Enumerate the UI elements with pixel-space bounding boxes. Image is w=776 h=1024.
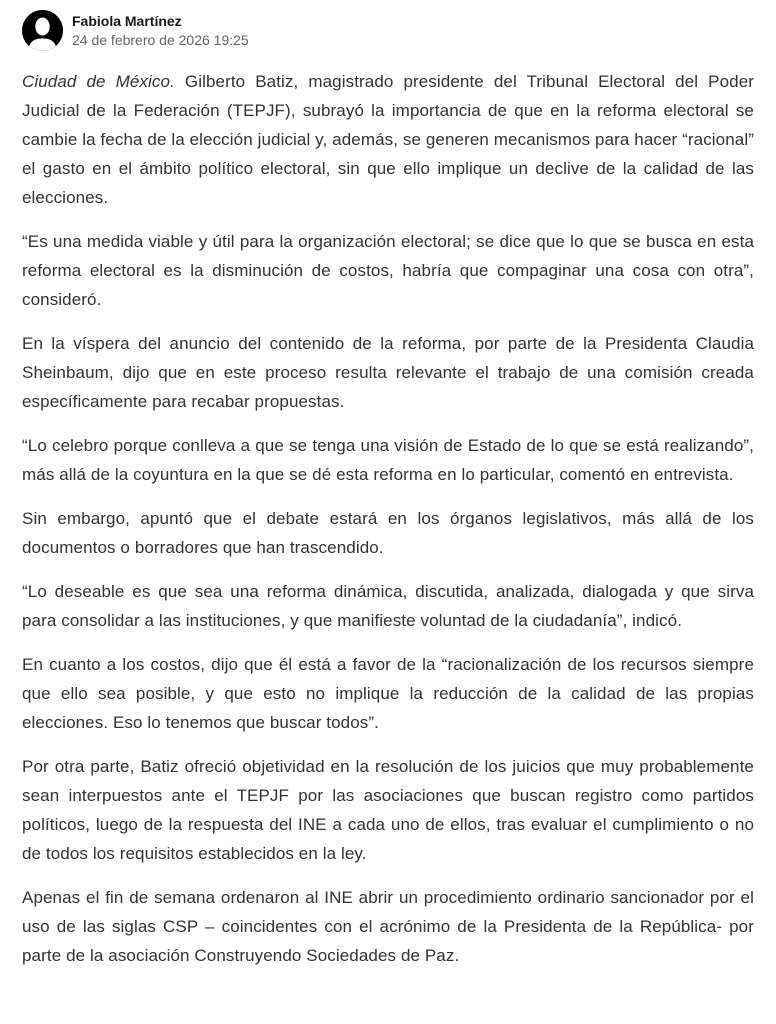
article-paragraph: “Es una medida viable y útil para la organización electoral; se dice que lo que se busca en esta reforma electoral es la disminución de costos, habría que compaginar una cosa con otra”, consideró. <box>22 232 754 309</box>
article-paragraph: En la víspera del anuncio del contenido de la reforma, por parte de la Presidenta Claudia Sheinbaum, dijo que en este proceso resulta relevante el trabajo de una comisión creada específicamente para recabar propuestas. <box>22 334 754 411</box>
paragraph-text: Gilberto Batiz, magistrado presidente del Tribunal Electoral del Poder Judicial de la Federación (TEPJF), subrayó la importancia de que en la reforma electoral se cambie la fecha de la elección judicial y, además, se generen mecanismos para hacer “racional” el gasto en el ámbito político electoral, sin que ello implique un declive de la calidad de las elecciones. <box>22 72 755 207</box>
article-paragraph: “Lo deseable es que sea una reforma dinámica, discutida, analizada, dialogada y que sirva para consolidar a las instituciones, y que manifieste voluntad de la ciudadanía”, indicó. <box>22 582 754 630</box>
publish-date: 24 de febrero de 2026 19:25 <box>72 32 249 48</box>
article-paragraph: Apenas el fin de semana ordenaron al INE abrir un procedimiento ordinario sancionador por el uso de las siglas CSP – coincidentes con el acrónimo de la Presidenta de la República- por parte de la asociación Construyendo Sociedades de Paz. <box>22 888 754 965</box>
person-icon <box>22 10 63 51</box>
byline <box>22 10 754 51</box>
article-body <box>22 67 754 970</box>
byline-text <box>72 12 249 49</box>
article-paragraph: En cuanto a los costos, dijo que él está a favor de la “racionalización de los recursos siempre que ello sea posible, y que esto no implique la reducción de la calidad de las propias elecciones. Eso lo tenemos que buscar todos”. <box>22 655 754 732</box>
article-paragraph: Sin embargo, apuntó que el debate estará en los órganos legislativos, más allá de los documentos o borradores que han trascendido. <box>22 509 754 557</box>
dateline: Ciudad de México. <box>22 72 175 91</box>
article-paragraph: Por otra parte, Batiz ofreció objetividad en la resolución de los juicios que muy probablemente sean interpuestos ante el TEPJF por las asociaciones que buscan registro como partidos políticos, luego de la respuesta del INE a cada uno de ellos, tras evaluar el cumplimiento o no de todos los requisitos establecidos en la ley. <box>22 757 754 863</box>
article-paragraph: “Lo celebro porque conlleva a que se tenga una visión de Estado de lo que se está realizando”, más allá de la coyuntura en la que se dé esta reforma en lo particular, comentó en entrevista. <box>22 436 754 484</box>
article-paragraph <box>22 67 754 212</box>
avatar[interactable] <box>22 10 63 51</box>
author-name[interactable]: Fabiola Martínez <box>72 13 182 29</box>
